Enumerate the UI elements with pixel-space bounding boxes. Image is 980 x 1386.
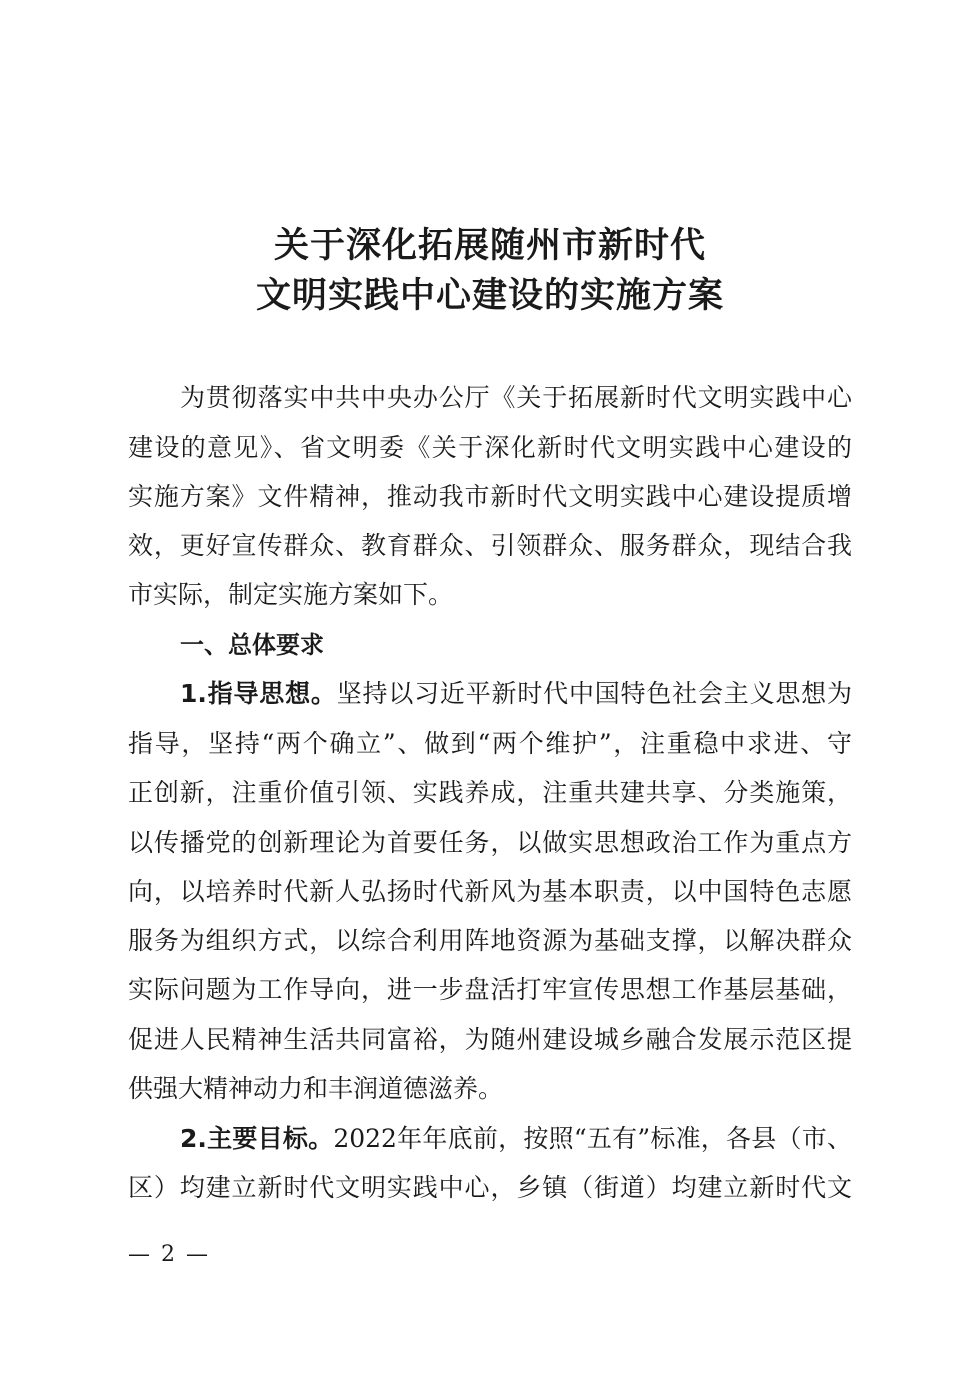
item-1-lead: 1.指导思想。 xyxy=(180,679,337,708)
page-number: — 2 — xyxy=(128,1242,210,1267)
item-1-line: 服务为组织方式，以综合利用阵地资源为基础支撑，以解决群众 xyxy=(128,926,852,955)
intro-line: 实施方案》文件精神，推动我市新时代文明实践中心建设提质增 xyxy=(128,482,852,511)
document-title-line-2: 文明实践中心建设的实施方案 xyxy=(255,276,724,316)
intro-line: 为贯彻落实中共中央办公厅《关于拓展新时代文明实践中心 xyxy=(180,383,852,412)
document-title-line-1: 关于深化拓展随州市新时代 xyxy=(273,226,706,266)
item-1-line: 供强大精神动力和丰润道德滋养。 xyxy=(128,1074,504,1103)
item-1-first-line-text: 坚持以习近平新时代中国特色社会主义思想为 xyxy=(336,679,852,708)
item-1-line: 指导，坚持“两个确立”、做到“两个维护”，注重稳中求进、守 xyxy=(128,729,852,758)
item-2-line: 区）均建立新时代文明实践中心，乡镇（街道）均建立新时代文 xyxy=(128,1173,852,1202)
item-1-line: 正创新，注重价值引领、实践养成，注重共建共享、分类施策， xyxy=(128,778,852,807)
intro-line: 市实际，制定实施方案如下。 xyxy=(128,580,454,609)
item-2-first-line-text: 2022年年底前，按照“五有”标准，各县（市、 xyxy=(333,1124,852,1153)
intro-line: 建设的意见》、省文明委《关于深化新时代文明实践中心建设的 xyxy=(128,433,852,462)
section-heading: 一、总体要求 xyxy=(180,631,324,659)
item-2-lead: 2.主要目标。 xyxy=(180,1124,334,1153)
intro-line: 效，更好宣传群众、教育群众、引领群众、服务群众，现结合我 xyxy=(128,531,852,560)
item-1-first-line xyxy=(180,677,852,711)
item-1-line: 促进人民精神生活共同富裕，为随州建设城乡融合发展示范区提 xyxy=(128,1025,852,1054)
item-2-first-line xyxy=(180,1122,852,1156)
item-1-line: 以传播党的创新理论为首要任务，以做实思想政治工作为重点方 xyxy=(128,828,852,857)
item-1-line: 向，以培养时代新人弘扬时代新风为基本职责，以中国特色志愿 xyxy=(128,877,852,906)
item-1-line: 实际问题为工作导向，进一步盘活打牢宣传思想工作基层基础， xyxy=(128,975,852,1004)
